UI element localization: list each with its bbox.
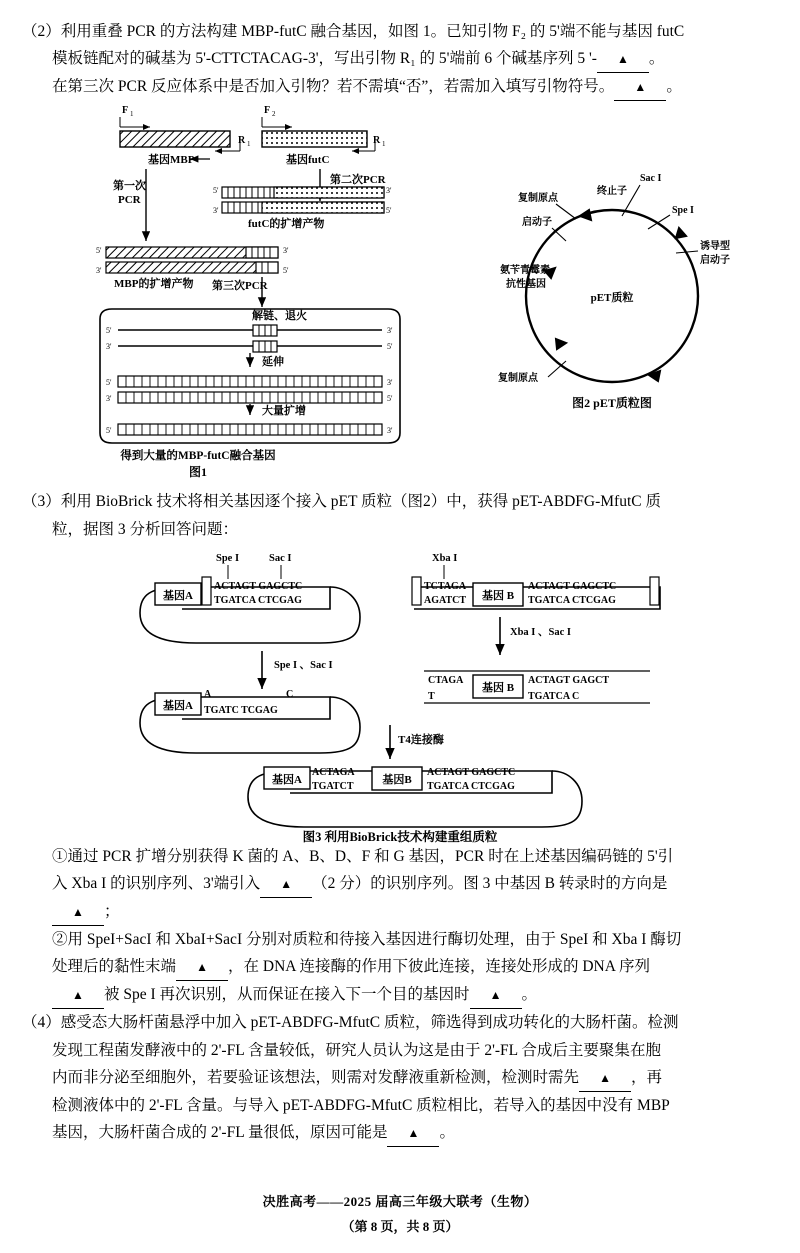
q4-line1 [22,1009,772,1036]
svg-text:诱导型: 诱导型 [700,241,730,253]
q3-2-line1 [52,926,772,953]
svg-text:TGATCA CTCGAG: TGATCA CTCGAG [528,594,616,606]
svg-text:Xba I 、Sac I: Xba I 、Sac I [510,626,571,638]
svg-text:第三次PCR: 第三次PCR [212,280,268,293]
q3-2-marker: ② [52,931,68,948]
question-3 [22,488,772,542]
svg-text:基因A: 基因A [163,699,193,712]
figure-1-and-2-svg [0,101,800,486]
svg-text:基因B: 基因B [382,773,412,786]
svg-text:5': 5' [96,246,102,256]
svg-text:C: C [286,688,294,700]
svg-text:5': 5' [387,342,393,352]
svg-text:Spe I 、Sac I: Spe I 、Sac I [274,659,333,671]
q2-text3a: 在第三次 PCR 反应体系中是否加入引物？若不需填“否”，若需加入填写引物符号。 [52,78,615,96]
q4-line5 [52,1119,772,1147]
svg-text:基因futC: 基因futC [286,154,330,167]
q2-text2b: 。 [648,50,665,68]
q3-1-text1: 通过 PCR 扩增分别获得 K 菌的 A、B、D、F 和 G 基因，PCR 时在上述基因编码链的 5'引 [67,847,674,865]
svg-text:得到大量的MBP-futC融合基因: 得到大量的MBP-futC融合基因 [120,450,276,463]
svg-text:CTAGA: CTAGA [428,674,464,686]
svg-text:启动子: 启动子 [522,217,552,229]
q3-line1 [22,488,772,515]
svg-text:基因MBP: 基因MBP [148,154,195,167]
svg-text:5': 5' [283,266,289,276]
svg-text:图2 pET质粒图: 图2 pET质粒图 [572,396,652,411]
svg-text:3': 3' [213,206,219,216]
svg-text:Sac I: Sac I [269,552,292,564]
svg-text:T4连接酶: T4连接酶 [398,733,444,746]
svg-text:TGATCA CTCGAG: TGATCA CTCGAG [427,780,515,792]
answer-blank[interactable]: ▲ [52,981,104,1009]
svg-text:3': 3' [283,246,289,256]
answer-blank[interactable]: ▲ [470,981,522,1009]
svg-text:基因 B: 基因 B [481,681,515,694]
svg-text:3': 3' [386,186,392,196]
svg-text:3': 3' [387,378,393,388]
svg-text:5': 5' [106,326,112,336]
q3-2-text3b: 被 Spe I 再次识别，从而保证在接入下一个目的基因时 [104,986,470,1004]
svg-text:3': 3' [387,426,393,436]
svg-text:3': 3' [106,394,112,404]
q2-text3b: 。 [666,78,682,96]
svg-text:Xba I: Xba I [432,552,458,564]
svg-text:Spe I: Spe I [672,205,694,217]
svg-text:ACTAGA: ACTAGA [312,766,355,778]
svg-text:TGATCT: TGATCT [312,780,354,792]
svg-text:氨苄青霉素: 氨苄青霉素 [500,265,550,277]
answer-blank[interactable]: ▲ [387,1119,439,1147]
svg-text:第一次: 第一次 [113,180,146,193]
q4-text3a: 内而非分泌至细胞外，若要验证该想法，则需对发酵液重新检测，检测时需先 [52,1068,580,1086]
svg-text:pET质粒: pET质粒 [590,292,634,305]
svg-text:复制原点: 复制原点 [518,193,558,205]
svg-text:T: T [428,690,435,702]
svg-text:F: F [264,105,271,117]
svg-text:5': 5' [106,378,112,388]
svg-text:AGATCT: AGATCT [424,594,467,606]
footer-exam-title: 决胜高考——2025 届高三年级大联考（生物） [262,1194,538,1209]
svg-text:5': 5' [387,394,393,404]
svg-text:futC的扩增产物: futC的扩增产物 [248,218,325,231]
svg-text:MBP的扩增产物: MBP的扩增产物 [114,278,194,291]
q4-number: （4） [22,1014,61,1032]
answer-blank[interactable]: ▲ [52,898,104,926]
q3-1-text2b: （2 分）的识别序列。图 3 中基因 B 转录时的方向是 [312,874,668,892]
svg-text:3': 3' [106,342,112,352]
footer-page-number: （第 8 页，共 8 页） [341,1219,459,1234]
q3-2-line3 [52,981,772,1009]
answer-blank[interactable]: ▲ [579,1064,631,1092]
q3-2-text2b: ，在 DNA 连接酶的作用下彼此连接，连接处形成的 DNA 序列 [228,958,650,976]
svg-text:图3 利用BioBrick技术构建重组质粒: 图3 利用BioBrick技术构建重组质粒 [302,829,498,843]
svg-text:1: 1 [247,140,251,149]
q3-1-line3 [52,898,772,926]
q3-2-text1: 用 SpeI+SacI 和 XbaI+SacI 分别对质粒和待接入基因进行酶切处理，由于 SpeI 和 Xba I 酶切 [67,931,682,948]
svg-text:Sac I: Sac I [640,173,662,185]
q3-2-line2 [52,953,772,981]
svg-text:基因A: 基因A [272,773,302,786]
svg-text:1: 1 [382,140,386,149]
svg-text:ACTAGT GAGCT: ACTAGT GAGCT [528,674,610,686]
svg-text:图1: 图1 [188,465,208,480]
q3-text1: 利用 BioBrick 技术将相关基因逐个接入 pET 质粒（图2）中，获得 pET-ABDFG-MfutC 质 [60,493,661,511]
figure-3-svg [0,543,800,843]
svg-text:延伸: 延伸 [262,356,284,369]
answer-blank[interactable]: ▲ [597,45,649,73]
svg-text:5': 5' [386,206,392,216]
q2-text2a: 模板链配对的碱基为 5'-CTTCTACAG-3'，写出引物 R₁ 的 5'端前 6 个碱基序列 5 '- [52,50,597,68]
q3-1-line1 [52,843,772,870]
svg-text:ACTAGT GAGCTC: ACTAGT GAGCTC [427,766,516,778]
q3-1-marker: ① [52,847,68,865]
q3-line2: 粒，据图 3 分析回答问题： [52,520,239,538]
q3-1-text2a: 入 Xba I 的识别序列、3'端引入 [52,874,261,892]
svg-text:TCTAGA: TCTAGA [424,580,467,592]
q2-line2 [52,45,772,73]
svg-text:PCR: PCR [118,194,141,207]
svg-text:5': 5' [106,426,112,436]
q4-line2: 发现工程菌发酵液中的 2'-FL 含量较低，研究人员认为这是由于 2'-FL 合成后主要聚集在胞 [52,1041,661,1059]
svg-text:3': 3' [96,266,102,276]
q3-2-text2a: 处理后的黏性末端 [52,958,177,976]
q4-text5a: 基因，大肠杆菌合成的 2'-FL 量很低，原因可能是 [52,1123,388,1141]
svg-text:TGATCA C: TGATCA C [528,690,580,702]
svg-text:1: 1 [130,110,134,119]
q4-text1: 感受态大肠杆菌悬浮中加入 pET-ABDFG-MfutC 质粒，筛选得到成功转化的大肠杆菌。检测 [60,1014,679,1032]
svg-text:解链、退火: 解链、退火 [252,310,307,323]
answer-blank[interactable]: ▲ [614,73,666,101]
q2-text1: 利用重叠 PCR 的方法构建 MBP-futC 融合基因，如图 1。已知引物 F₂ 的 5'端不能与基因 futC [60,23,685,40]
question-3-sub [52,843,772,1010]
q4-line3 [52,1064,772,1092]
svg-text:2: 2 [272,110,276,119]
svg-text:大量扩增: 大量扩增 [262,405,306,418]
q3-number: （3） [22,493,61,511]
q2-number: （2） [22,23,61,40]
svg-text:F: F [122,105,129,117]
svg-text:基因 B: 基因 B [481,589,515,602]
q4-text3b: ，再 [631,1068,663,1086]
q2-line3 [52,73,772,101]
question-4 [22,1009,772,1147]
page-footer [0,1191,800,1235]
svg-text:Spe I: Spe I [216,552,240,564]
svg-text:启动子: 启动子 [700,255,730,267]
figure-3-area [0,543,800,843]
question-2 [22,0,772,101]
q3-2-text3c: 。 [521,986,538,1004]
q3-1-text3b: ； [104,902,120,920]
svg-text:3': 3' [387,326,393,336]
svg-text:复制原点: 复制原点 [498,373,538,385]
svg-text:ACTAGT GAGCTC: ACTAGT GAGCTC [214,580,303,592]
svg-text:R: R [373,135,381,147]
svg-text:终止子: 终止子 [597,186,627,198]
svg-text:R: R [238,135,246,147]
svg-text:基因A: 基因A [163,589,193,602]
svg-text:TGATC TCGAG: TGATC TCGAG [204,704,278,716]
svg-text:TGATCA CTCGAG: TGATCA CTCGAG [214,594,302,606]
q3-1-line2 [52,870,772,898]
figures-1-2-area [0,101,800,486]
answer-blank[interactable]: ▲ [260,870,312,898]
q4-line4: 检测液体中的 2'-FL 含量。与导入 pET-ABDFG-MfutC 质粒相比，若导入的基因中没有 MBP [52,1096,670,1114]
q2-line1 [22,18,772,45]
svg-text:5': 5' [213,186,219,196]
svg-text:第二次PCR: 第二次PCR [330,174,386,187]
svg-text:抗性基因: 抗性基因 [506,279,546,291]
answer-blank[interactable]: ▲ [176,953,228,981]
svg-text:A: A [204,688,212,700]
q4-text5b: 。 [439,1123,455,1141]
svg-text:ACTAGT GAGCTC: ACTAGT GAGCTC [528,580,617,592]
